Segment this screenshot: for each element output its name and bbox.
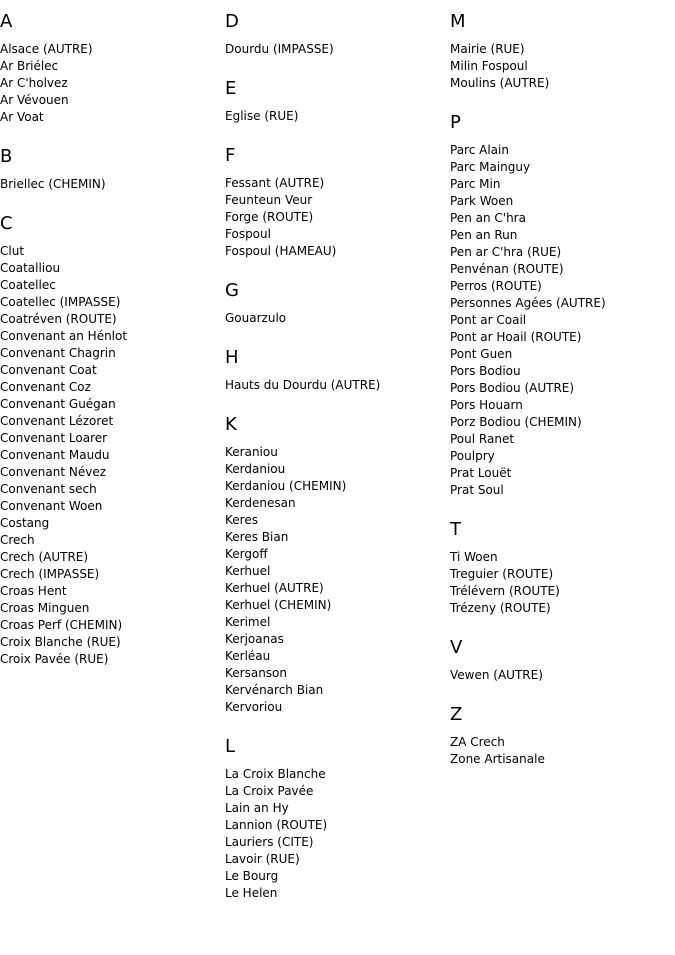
street-list: [450, 667, 675, 684]
street-name: Coatalliou: [0, 261, 61, 275]
street-name: Crech (AUTRE): [0, 550, 89, 564]
street-name: Forge (ROUTE): [225, 210, 314, 224]
street-name: Kergoff: [225, 547, 268, 561]
letter-section: [225, 11, 450, 58]
letter-section: [450, 637, 675, 684]
street-name: Costang: [0, 516, 50, 530]
street-name: Lannion (ROUTE): [225, 818, 328, 832]
index-column-3: [450, 0, 675, 788]
street-name: Feunteun Veur: [225, 193, 313, 207]
street-name: Poulpry: [450, 449, 495, 463]
section-letter-heading: F: [225, 145, 236, 166]
street-name: Clut: [0, 244, 25, 258]
street-list: [225, 310, 450, 327]
street-name: Convenant Lézoret: [0, 414, 114, 428]
street-name: Fessant (AUTRE): [225, 176, 325, 190]
section-letter-heading: L: [225, 736, 236, 757]
street-name: Ar Briélec: [0, 59, 59, 73]
section-letter-heading: G: [225, 280, 239, 301]
street-list: [450, 142, 675, 499]
street-name: Coatellec (IMPASSE): [0, 295, 121, 309]
section-letter-heading: V: [450, 637, 463, 658]
street-name: Kervoriou: [225, 700, 283, 714]
section-letter-heading: T: [450, 519, 461, 540]
letter-section: [450, 704, 675, 768]
street-name: Poul Ranet: [450, 432, 515, 446]
street-name: Pen ar C'hra (RUE): [450, 245, 562, 259]
street-name: Fospoul: [225, 227, 271, 241]
street-name: Porz Bodiou (CHEMIN): [450, 415, 582, 429]
street-name: ZA Crech: [450, 735, 505, 749]
street-list: [225, 175, 450, 260]
street-name: Mairie (RUE): [450, 42, 525, 56]
letter-section: [450, 519, 675, 617]
street-name: Hauts du Dourdu (AUTRE): [225, 378, 381, 392]
street-list: [0, 41, 225, 126]
section-letter-heading: M: [450, 11, 466, 32]
street-name: Convenant Maudu: [0, 448, 110, 462]
street-name: Parc Min: [450, 177, 501, 191]
section-letter-heading: E: [225, 78, 237, 99]
street-name: Park Woen: [450, 194, 514, 208]
street-name: La Croix Pavée: [225, 784, 314, 798]
street-name: Lavoir (RUE): [225, 852, 300, 866]
index-column-1: [0, 0, 225, 688]
street-name: Ti Woen: [450, 550, 498, 564]
street-name: Briellec (CHEMIN): [0, 177, 106, 191]
street-list: [225, 108, 450, 125]
letter-section: [225, 347, 450, 394]
street-name: Ar C'holvez: [0, 76, 68, 90]
street-name: Dourdu (IMPASSE): [225, 42, 334, 56]
street-list: [225, 377, 450, 394]
street-name: Kerimel: [225, 615, 271, 629]
street-name: Kerhuel: [225, 564, 271, 578]
street-list: [0, 176, 225, 193]
street-name: Kerhuel (AUTRE): [225, 581, 324, 595]
street-name: Kerdaniou (CHEMIN): [225, 479, 347, 493]
street-name: Prat Soul: [450, 483, 504, 497]
street-name: Convenant Coz: [0, 380, 91, 394]
letter-section: [0, 213, 225, 668]
section-letter-heading: C: [0, 213, 13, 234]
street-name: Ar Vévouen: [0, 93, 69, 107]
street-name: Croas Perf (CHEMIN): [0, 618, 123, 632]
index-column-2: [225, 0, 450, 922]
letter-section: [225, 414, 450, 716]
letter-section: [225, 280, 450, 327]
street-name: Pont Guen: [450, 347, 513, 361]
street-name: Parc Mainguy: [450, 160, 531, 174]
street-name: Kerléau: [225, 649, 271, 663]
street-list: [450, 549, 675, 617]
street-name: Penvénan (ROUTE): [450, 262, 564, 276]
street-name: Pen an Run: [450, 228, 518, 242]
street-name: Pors Houarn: [450, 398, 523, 412]
street-name: Lain an Hy: [225, 801, 289, 815]
letter-section: [0, 146, 225, 193]
street-name: Croas Minguen: [0, 601, 90, 615]
street-name: Croix Pavée (RUE): [0, 652, 109, 666]
section-letter-heading: H: [225, 347, 239, 368]
street-name: Convenant Coat: [0, 363, 97, 377]
street-name: Crech (IMPASSE): [0, 567, 100, 581]
letter-section: [225, 145, 450, 260]
letter-section: [225, 78, 450, 125]
street-name: Kerjoanas: [225, 632, 284, 646]
street-name: Keres Bian: [225, 530, 289, 544]
street-name: Treguier (ROUTE): [450, 567, 554, 581]
street-name: Personnes Agées (AUTRE): [450, 296, 606, 310]
street-name: Le Bourg: [225, 869, 279, 883]
street-name: Vewen (AUTRE): [450, 668, 543, 682]
street-list: [450, 41, 675, 92]
street-name: Pont ar Hoail (ROUTE): [450, 330, 582, 344]
street-name: Kerdaniou: [225, 462, 286, 476]
street-list: [225, 41, 450, 58]
street-name: Trézeny (ROUTE): [450, 601, 551, 615]
street-name: Kerdenesan: [225, 496, 296, 510]
street-name: Alsace (AUTRE): [0, 42, 93, 56]
section-letter-heading: D: [225, 11, 239, 32]
street-name: Convenant sech: [0, 482, 97, 496]
street-name: Eglise (RUE): [225, 109, 299, 123]
street-name: Le Helen: [225, 886, 278, 900]
street-name: Moulins (AUTRE): [450, 76, 550, 90]
street-name: Kersanson: [225, 666, 287, 680]
street-name: Pors Bodiou: [450, 364, 521, 378]
street-name: Parc Alain: [450, 143, 509, 157]
street-name: Convenant Loarer: [0, 431, 108, 445]
street-list: [450, 734, 675, 768]
section-letter-heading: B: [0, 146, 13, 167]
street-name: Coatellec: [0, 278, 56, 292]
letter-section: [225, 736, 450, 902]
street-name: Crech: [0, 533, 35, 547]
street-name: Pen an C'hra: [450, 211, 526, 225]
street-name: Coatréven (ROUTE): [0, 312, 117, 326]
section-letter-heading: P: [450, 112, 461, 133]
street-list: [225, 766, 450, 902]
street-name: Croas Hent: [0, 584, 67, 598]
street-list: [225, 444, 450, 716]
street-name: Convenant Névez: [0, 465, 107, 479]
street-name: Convenant Woen: [0, 499, 103, 513]
street-name: Keraniou: [225, 445, 278, 459]
street-name: La Croix Blanche: [225, 767, 326, 781]
street-name: Convenant Guégan: [0, 397, 116, 411]
street-list: [0, 243, 225, 668]
street-name: Zone Artisanale: [450, 752, 545, 766]
letter-section: [0, 11, 225, 126]
street-name: Ar Voat: [0, 110, 44, 124]
letter-section: [450, 11, 675, 92]
street-name: Pont ar Coail: [450, 313, 527, 327]
street-name: Milin Fospoul: [450, 59, 528, 73]
section-letter-heading: K: [225, 414, 237, 435]
street-name: Keres: [225, 513, 258, 527]
street-name: Gouarzulo: [225, 311, 287, 325]
street-name: Kerhuel (CHEMIN): [225, 598, 332, 612]
street-name: Fospoul (HAMEAU): [225, 244, 337, 258]
street-name: Kervénarch Bian: [225, 683, 324, 697]
street-name: Lauriers (CITE): [225, 835, 314, 849]
section-letter-heading: Z: [450, 704, 463, 725]
section-letter-heading: A: [0, 11, 13, 32]
street-name: Croix Blanche (RUE): [0, 635, 121, 649]
street-name: Trélévern (ROUTE): [450, 584, 560, 598]
street-name: Convenant an Hénlot: [0, 329, 128, 343]
street-name: Pors Bodiou (AUTRE): [450, 381, 575, 395]
street-name: Perros (ROUTE): [450, 279, 542, 293]
street-name: Convenant Chagrin: [0, 346, 116, 360]
street-name: Prat Louët: [450, 466, 512, 480]
letter-section: [450, 112, 675, 499]
